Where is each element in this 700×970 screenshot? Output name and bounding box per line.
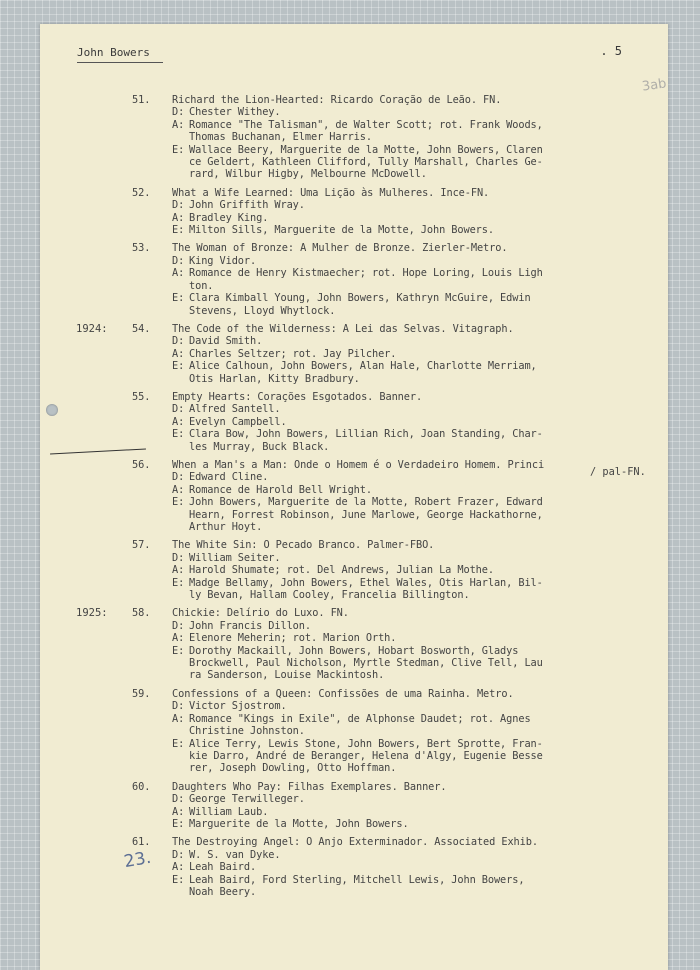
credit-line xyxy=(132,484,632,496)
credit-line xyxy=(132,700,632,712)
credit-line xyxy=(132,106,632,118)
credit-text: Dorothy Mackaill, John Bowers, Hobart Bosworth, Gladys xyxy=(189,644,519,657)
credit-tag: E: xyxy=(172,644,185,657)
credit-line xyxy=(132,168,632,180)
credit-text: Harold Shumate; rot. Del Andrews, Julian La Mothe. xyxy=(189,564,494,577)
film-entry xyxy=(132,459,632,533)
credit-tag: D: xyxy=(172,106,185,119)
film-entry xyxy=(132,323,632,385)
credit-text: Alfred Santell. xyxy=(189,403,281,416)
entry-title: The Woman of Bronze: A Mulher de Bronze. Zierler-Metro. xyxy=(172,242,508,255)
credit-line xyxy=(132,620,632,632)
film-entry xyxy=(132,781,632,831)
credit-tag: D: xyxy=(172,700,185,713)
credit-tag: A: xyxy=(172,805,185,818)
credit-tag: A: xyxy=(172,267,185,280)
credit-text: Leah Baird. xyxy=(189,861,257,874)
year-marker: 1925: xyxy=(76,607,108,620)
credit-line xyxy=(132,416,632,428)
credit-text: Romance "The Talisman", de Walter Scott; rot. Frank Woods, xyxy=(189,118,543,131)
credit-text: Brockwell, Paul Nicholson, Myrtle Stedman, Clive Tell, Lau xyxy=(189,657,543,670)
credit-line xyxy=(132,793,632,805)
credit-text: Leah Baird, Ford Sterling, Mitchell Lewis, John Bowers, xyxy=(189,873,525,886)
credit-text: John Francis Dillon. xyxy=(189,619,311,632)
credit-line xyxy=(132,441,632,453)
entry-title: The White Sin: O Pecado Branco. Palmer-FBO. xyxy=(172,539,435,552)
credit-tag: D: xyxy=(172,403,185,416)
credit-text: Clara Bow, John Bowers, Lillian Rich, Joan Standing, Char- xyxy=(189,428,543,441)
credit-text: Thomas Buchanan, Elmer Harris. xyxy=(189,131,372,144)
credit-tag: D: xyxy=(172,254,185,267)
entry-number: 59. xyxy=(132,687,151,700)
credit-line xyxy=(132,119,632,131)
credit-tag: A: xyxy=(172,118,185,131)
credit-text: Romance de Harold Bell Wright. xyxy=(189,483,372,496)
entry-title: When a Man's a Man: Onde o Homem é o Verdadeiro Homem. Princi xyxy=(172,458,545,471)
handwritten-number: 23. xyxy=(122,847,153,873)
credit-tag: A: xyxy=(172,712,185,725)
credit-tag: A: xyxy=(172,861,185,874)
credit-text: Hearn, Forrest Robinson, June Marlowe, George Hackathorne, xyxy=(189,508,543,521)
credit-text: W. S. van Dyke. xyxy=(189,848,281,861)
credit-tag: A: xyxy=(172,211,185,224)
credit-tag: E: xyxy=(172,360,185,373)
credit-line xyxy=(132,212,632,224)
credit-text: Stevens, Lloyd Whytlock. xyxy=(189,304,336,317)
credit-tag: D: xyxy=(172,848,185,861)
credit-line xyxy=(132,360,632,372)
credit-text: ce Geldert, Kathleen Clifford, Tully Marshall, Charles Ge- xyxy=(189,156,543,169)
credit-text: Arthur Hoyt. xyxy=(189,521,263,533)
credit-text: George Terwilleger. xyxy=(189,793,305,806)
credit-line xyxy=(132,632,632,644)
credit-text: Romance "Kings in Exile", de Alphonse Daudet; rot. Agnes xyxy=(189,712,531,725)
entry-number: 57. xyxy=(132,539,151,552)
credit-line xyxy=(132,373,632,385)
credit-line xyxy=(132,267,632,279)
credit-line xyxy=(132,335,632,347)
credit-text: David Smith. xyxy=(189,335,263,348)
credit-line xyxy=(132,471,632,483)
credit-line xyxy=(132,403,632,415)
credit-text: rer, Joseph Dowling, Otto Hoffman. xyxy=(189,762,397,775)
credit-text: Charles Seltzer; rot. Jay Pilcher. xyxy=(189,347,397,360)
credit-tag: D: xyxy=(172,199,185,212)
credit-line xyxy=(132,886,632,898)
film-entry xyxy=(132,94,632,181)
credit-line xyxy=(132,589,632,601)
credit-tag: D: xyxy=(172,471,185,484)
header-name: John Bowers xyxy=(77,46,150,59)
credit-tag: D: xyxy=(172,793,185,806)
pencil-annotation: 3ab xyxy=(640,76,667,95)
credit-line xyxy=(132,428,632,440)
film-entry xyxy=(132,688,632,775)
credit-tag: E: xyxy=(172,873,185,886)
credit-text: William Seiter. xyxy=(189,551,281,564)
entry-number: 53. xyxy=(132,242,151,255)
credit-line xyxy=(132,657,632,669)
credit-line xyxy=(132,292,632,304)
credit-text: Marguerite de la Motte, John Bowers. xyxy=(189,817,409,830)
credit-text: King Vidor. xyxy=(189,254,257,267)
credit-text: Madge Bellamy, John Bowers, Ethel Wales, Otis Harlan, Bil- xyxy=(189,576,543,589)
credit-line xyxy=(132,713,632,725)
credit-line xyxy=(132,199,632,211)
entry-title: The Destroying Angel: O Anjo Exterminador. Associated Exhib. xyxy=(172,836,538,849)
credit-tag: A: xyxy=(172,483,185,496)
credit-tag: A: xyxy=(172,564,185,577)
entry-title: Richard the Lion-Hearted: Ricardo Coração de Leão. FN. xyxy=(172,94,502,106)
credit-text: Wallace Beery, Marguerite de la Motte, John Bowers, Claren xyxy=(189,143,543,156)
credit-tag: E: xyxy=(172,428,185,441)
credit-line xyxy=(132,255,632,267)
credit-text: rard, Wilbur Higby, Melbourne McDowell. xyxy=(189,168,427,181)
credit-tag: D: xyxy=(172,551,185,564)
credit-text: Bradley King. xyxy=(189,211,269,224)
credit-line xyxy=(132,131,632,143)
credit-tag: A: xyxy=(172,415,185,428)
credit-text: ra Sanderson, Louise Mackintosh. xyxy=(189,669,385,682)
entry-number: 61. xyxy=(132,836,151,849)
credit-text: les Murray, Buck Black. xyxy=(189,440,330,453)
credit-text: ly Bevan, Hallam Cooley, Francelia Billington. xyxy=(189,589,470,602)
credit-line xyxy=(132,762,632,774)
credit-tag: D: xyxy=(172,619,185,632)
entry-title: The Code of the Wilderness: A Lei das Selvas. Vitagraph. xyxy=(172,322,514,335)
credit-line xyxy=(132,645,632,657)
credit-line xyxy=(132,750,632,762)
credit-text: Chester Withey. xyxy=(189,106,281,119)
credit-text: Edward Cline. xyxy=(189,471,269,484)
credit-text: Evelyn Campbell. xyxy=(189,415,287,428)
credit-tag: E: xyxy=(172,224,185,237)
credit-text: Christine Johnston. xyxy=(189,725,305,738)
credit-text: John Griffith Wray. xyxy=(189,199,305,212)
credit-tag: E: xyxy=(172,576,185,589)
credit-line xyxy=(132,521,632,533)
film-entry xyxy=(132,187,632,237)
credit-text: ton. xyxy=(189,279,214,292)
entry-title: Confessions of a Queen: Confissões de uma Rainha. Metro. xyxy=(172,687,514,700)
credit-tag: E: xyxy=(172,292,185,305)
entry-number: 56. xyxy=(132,458,151,471)
credit-text: Alice Terry, Lewis Stone, John Bowers, Bert Sprotte, Fran- xyxy=(189,737,543,750)
credit-tag: E: xyxy=(172,143,185,156)
entry-number: 52. xyxy=(132,186,151,199)
credit-tag: E: xyxy=(172,817,185,830)
credit-line xyxy=(132,577,632,589)
entry-number: 54. xyxy=(132,322,151,335)
credit-text: Elenore Meherin; rot. Marion Orth. xyxy=(189,632,397,645)
credit-line xyxy=(132,305,632,317)
film-entry xyxy=(132,391,632,453)
credit-line xyxy=(132,849,632,861)
filmography-list xyxy=(132,94,632,904)
credit-text: Noah Beery. xyxy=(189,885,257,898)
credit-line xyxy=(132,818,632,830)
page-number: . 5 xyxy=(600,44,622,58)
credit-text: Clara Kimball Young, John Bowers, Kathryn McGuire, Edwin xyxy=(189,292,531,305)
entry-title: Chickie: Delírio do Luxo. FN. xyxy=(172,607,349,620)
header-underline xyxy=(77,62,163,63)
credit-text: John Bowers, Marguerite de la Motte, Robert Frazer, Edward xyxy=(189,496,543,509)
credit-line xyxy=(132,725,632,737)
film-entry xyxy=(132,242,632,316)
film-entry xyxy=(132,539,632,601)
credit-text: Romance de Henry Kistmaecher; rot. Hope Loring, Louis Ligh xyxy=(189,267,543,280)
credit-line xyxy=(132,496,632,508)
film-entry xyxy=(132,836,632,898)
credit-tag: E: xyxy=(172,737,185,750)
entry-number: 51. xyxy=(132,94,151,106)
credit-line xyxy=(132,144,632,156)
credit-tag: E: xyxy=(172,496,185,509)
credit-line xyxy=(132,348,632,360)
punch-hole xyxy=(46,404,58,416)
credit-line xyxy=(132,509,632,521)
credit-line xyxy=(132,738,632,750)
credit-text: Milton Sills, Marguerite de la Motte, John Bowers. xyxy=(189,224,494,237)
credit-line xyxy=(132,806,632,818)
credit-line xyxy=(132,564,632,576)
credit-tag: A: xyxy=(172,347,185,360)
entry-title: Daughters Who Pay: Filhas Exemplares. Banner. xyxy=(172,780,447,793)
credit-text: William Laub. xyxy=(189,805,269,818)
credit-line xyxy=(132,280,632,292)
entry-number: 55. xyxy=(132,390,151,403)
credit-tag: D: xyxy=(172,335,185,348)
credit-text: kie Darro, André de Beranger, Helena d'Algy, Eugenie Besse xyxy=(189,749,543,762)
entry-title: What a Wife Learned: Uma Lição às Mulheres. Ince-FN. xyxy=(172,186,490,199)
year-marker: 1924: xyxy=(76,322,108,335)
credit-text: Alice Calhoun, John Bowers, Alan Hale, Charlotte Merriam, xyxy=(189,360,537,373)
overflow-text: / pal-FN. xyxy=(590,466,646,478)
credit-text: Victor Sjostrom. xyxy=(189,700,287,713)
credit-line xyxy=(132,669,632,681)
credit-line xyxy=(132,861,632,873)
credit-tag: A: xyxy=(172,632,185,645)
credit-text: Otis Harlan, Kitty Bradbury. xyxy=(189,372,360,385)
credit-line xyxy=(132,552,632,564)
credit-line xyxy=(132,874,632,886)
entry-title: Empty Hearts: Corações Esgotados. Banner. xyxy=(172,390,423,403)
entry-number: 58. xyxy=(132,607,151,620)
film-entry xyxy=(132,607,632,681)
entry-number: 60. xyxy=(132,780,151,793)
credit-line xyxy=(132,224,632,236)
credit-line xyxy=(132,156,632,168)
